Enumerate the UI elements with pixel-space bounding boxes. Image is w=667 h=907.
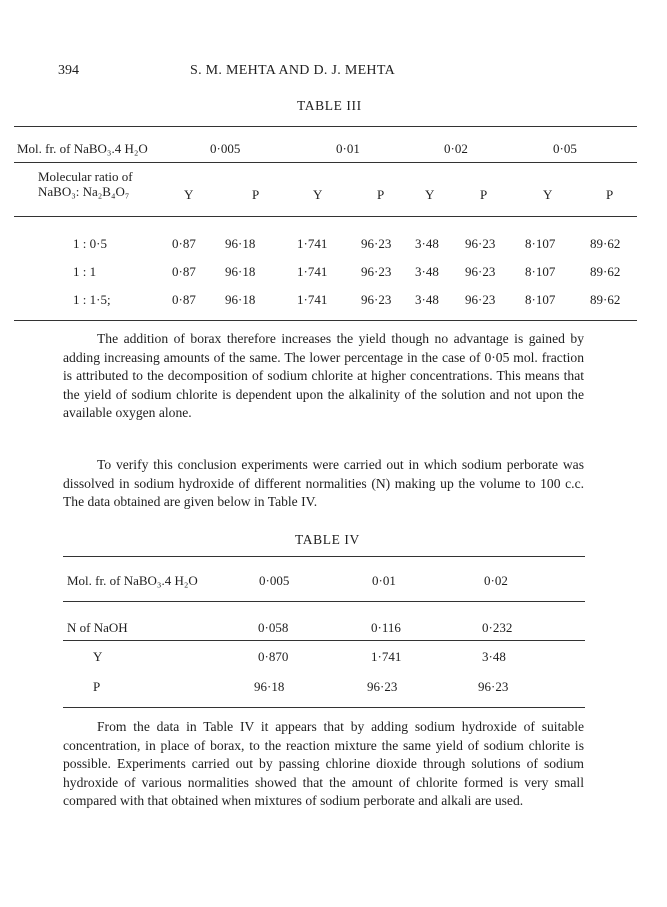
table-iii-cell: 96·23: [361, 264, 392, 279]
table-iv-top-rule: [63, 556, 585, 557]
table-iii-subheader: P: [606, 187, 614, 202]
table-iii-subheader: Y: [184, 187, 194, 202]
body-paragraph: From the data in Table IV it appears that by adding sodium hydroxide of suitable concentration, in place of borax, to the reaction mixture the same yield of sodium chlorite is possible. Experiments carried out by passing chlorine dioxide through solutions of sodium hydroxide of various normalities showed that the amount of chlorite formed is very small compared with that obtained when mixtures of sodium perborate and alkali are used.: [63, 719, 584, 809]
table-iii-ratio: 1 : 1·5;: [73, 292, 111, 307]
table-iii-ratio: 1 : 0·5: [73, 236, 107, 251]
table-iv-fraction: 0·02: [484, 573, 508, 588]
table-iii-fraction: 0·05: [553, 141, 577, 156]
table-iii-cell: 96·23: [361, 236, 392, 251]
table-iv-cell: 0·116: [371, 620, 401, 635]
table-iii-bottom-rule: [14, 320, 637, 321]
table-iii-cell: 89·62: [590, 292, 621, 307]
table-iv-cell: 96·18: [254, 679, 285, 694]
table-iv-cell: 1·741: [371, 649, 402, 664]
table-iii-cell: 89·62: [590, 236, 621, 251]
table-iv-row-label: P: [93, 679, 101, 694]
table-iii-cell: 1·741: [297, 236, 328, 251]
table-iv-fraction: 0·005: [259, 573, 290, 588]
table-iii-top-rule: [14, 126, 637, 127]
table-iii-mid-rule: [14, 162, 637, 163]
body-paragraph: The addition of borax therefore increases the yield though no advantage is gained by adding increasing amounts of the same. The lower percentage in the case of 0·05 mol. fraction is attributed to the decomposition of sodium chlorite at higher concentrations. This means that the yield of sodium chlorite is dependent upon the alkalinity of the solution and not upon the available oxygen alone.: [63, 331, 584, 421]
table-iii-row-label: NaBO₃: Na₂B₄O₇: [38, 184, 130, 199]
table-iii-cell: 89·62: [590, 264, 621, 279]
table-iii-subheader: Y: [313, 187, 323, 202]
table-iii-fraction: 0·02: [444, 141, 468, 156]
table-iii-ratio: 1 : 1: [73, 264, 97, 279]
table-iii-cell: 3·48: [415, 236, 439, 251]
table-iv-fraction: 0·01: [372, 573, 396, 588]
table-iii-cell: 1·741: [297, 264, 328, 279]
table-iv-row-label: N of NaOH: [67, 620, 128, 635]
table-iii-subheader: P: [480, 187, 488, 202]
table-iii-cell: 96·23: [465, 292, 496, 307]
table-iii-cell: 1·741: [297, 292, 328, 307]
table-iii-cell: 8·107: [525, 264, 556, 279]
table-iv-cell: 0·232: [482, 620, 513, 635]
table-iii-subheader-rule: [14, 216, 637, 217]
table-iv-bottom-rule: [63, 707, 585, 708]
table-iii-cell: 8·107: [525, 292, 556, 307]
table-iv-mid-rule: [63, 601, 585, 602]
table-iv-cell: 96·23: [367, 679, 398, 694]
table-iv-col-label: Mol. fr. of NaBO₃.4 H₂O: [67, 573, 198, 588]
table-iv-cell: 96·23: [478, 679, 509, 694]
page-number: 394: [58, 63, 79, 78]
table-iii-fraction: 0·01: [336, 141, 360, 156]
table-iii-cell: 96·23: [465, 236, 496, 251]
table-iv-row-label: Y: [93, 649, 103, 664]
table-iii-col-label: Mol. fr. of NaBO₃.4 H₂O: [17, 141, 148, 156]
table-iv-cell: 3·48: [482, 649, 506, 664]
table-iii-cell: 96·18: [225, 264, 256, 279]
table-iii-title: TABLE III: [297, 98, 362, 113]
table-iv-cell: 0·058: [258, 620, 289, 635]
table-iii-row-label: Molecular ratio of: [38, 169, 133, 184]
table-iii-cell: 0·87: [172, 264, 196, 279]
body-paragraph: To verify this conclusion experiments were carried out in which sodium perborate was dissolved in sodium hydroxide of different normalities (N) making up the volume to 100 c.c. The data obtained are given below in Table IV.: [63, 457, 584, 510]
table-iii-subheader: Y: [543, 187, 553, 202]
table-iii-cell: 0·87: [172, 292, 196, 307]
table-iv-label-rule: [63, 640, 585, 641]
table-iii-cell: 96·23: [465, 264, 496, 279]
table-iv-title: TABLE IV: [295, 532, 360, 547]
table-iv-cell: 0·870: [258, 649, 289, 664]
table-iii-subheader: P: [252, 187, 260, 202]
table-iii-fraction: 0·005: [210, 141, 241, 156]
table-iii-cell: 96·18: [225, 292, 256, 307]
table-iii-subheader: P: [377, 187, 385, 202]
table-iii-cell: 0·87: [172, 236, 196, 251]
table-iii-cell: 96·18: [225, 236, 256, 251]
running-head-authors: S. M. MEHTA AND D. J. MEHTA: [190, 63, 395, 78]
table-iii-subheader: Y: [425, 187, 435, 202]
table-iii-cell: 96·23: [361, 292, 392, 307]
table-iii-cell: 8·107: [525, 236, 556, 251]
table-iii-cell: 3·48: [415, 264, 439, 279]
table-iii-cell: 3·48: [415, 292, 439, 307]
